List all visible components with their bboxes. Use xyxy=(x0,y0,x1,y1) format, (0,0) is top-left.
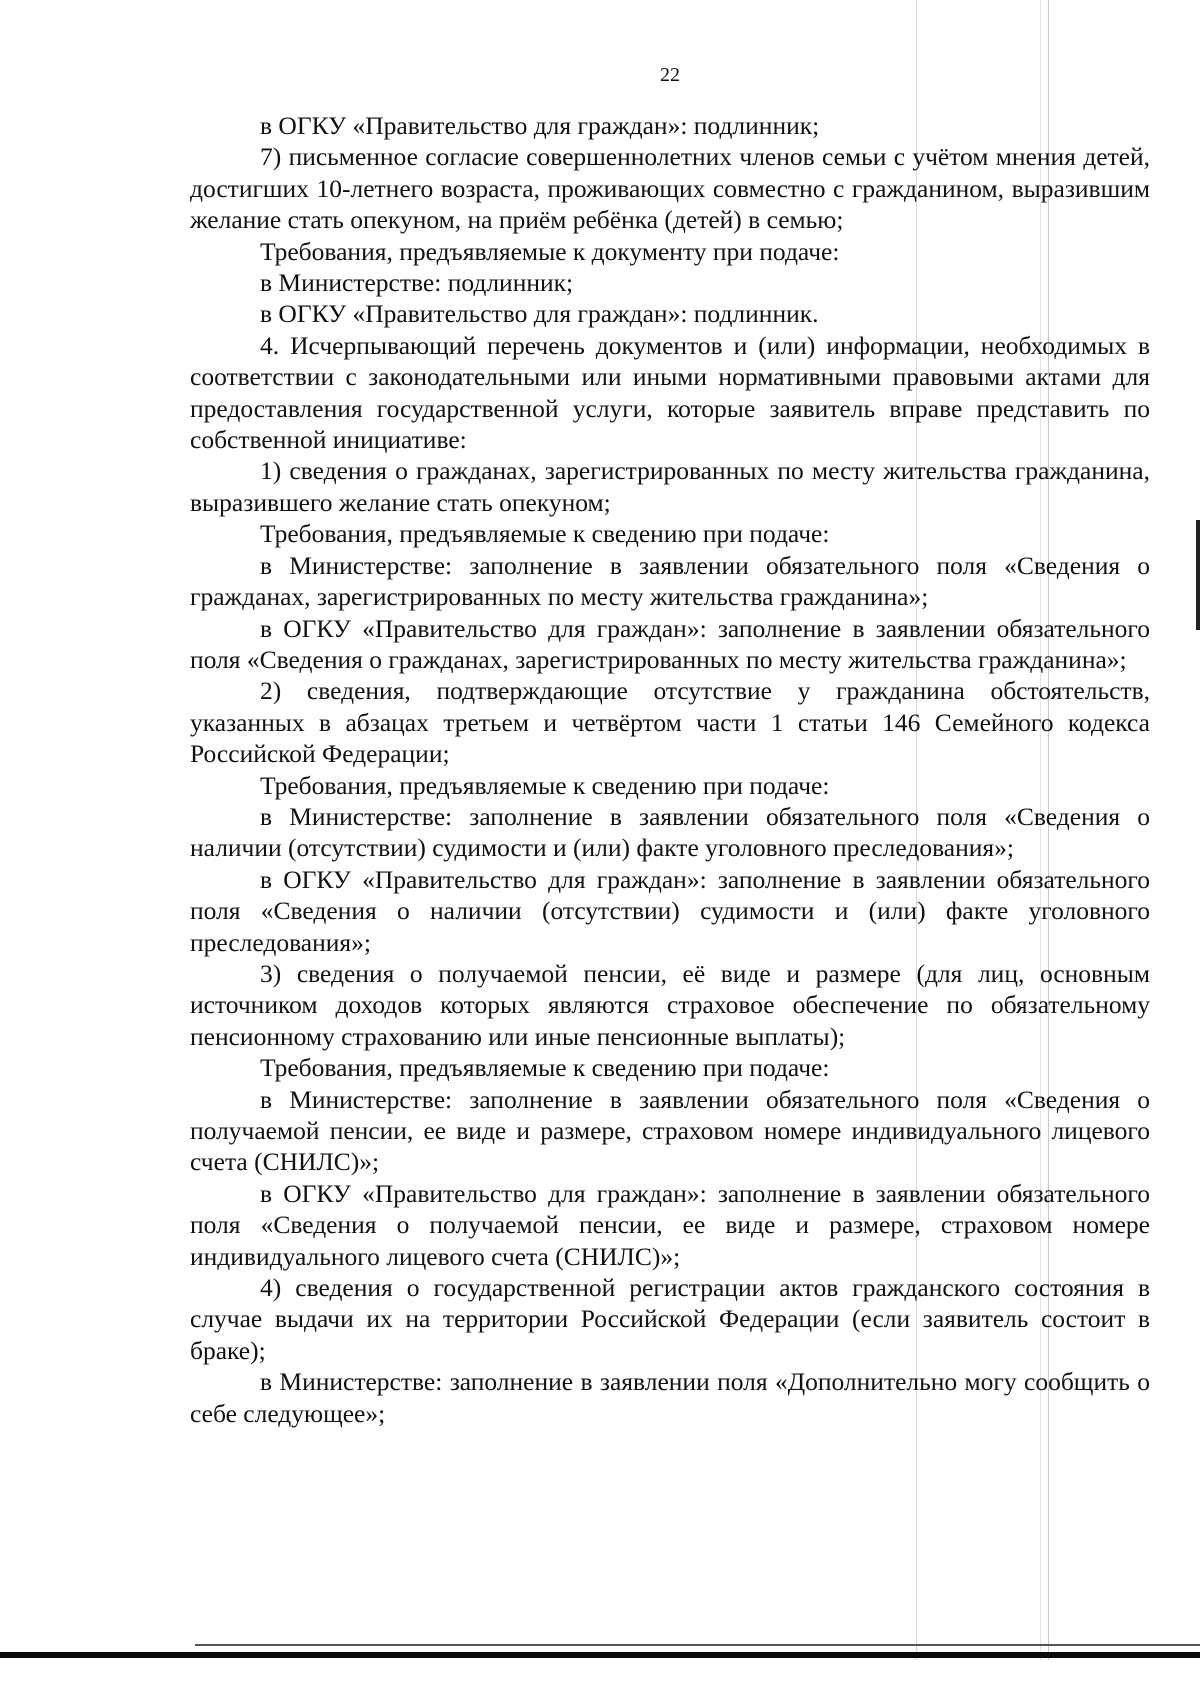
paragraph: 2) сведения, подтверждающие отсутствие у гражданина обстоятельств, указанных в абзацах третьем и четвёртом части 1 статьи 146 Семейного кодекса Российской Федерации; xyxy=(190,676,1150,769)
paragraph: Требования, предъявляемые к сведению при подаче: xyxy=(260,1053,830,1083)
paragraph: Требования, предъявляемые к документу при подаче: xyxy=(260,236,840,266)
paragraph: в ОГКУ «Правительство для граждан»: подлинник; xyxy=(260,111,820,140)
document-body xyxy=(190,110,1150,1429)
paragraph: Требования, предъявляемые к сведению при подаче: xyxy=(260,770,830,800)
paragraph: в ОГКУ «Правительство для граждан»: заполнение в заявлении обязательного поля «Сведения о получаемой пенсии, ее виде и размере, страховом номере индивидуального лицевого счета (СНИЛС)»; xyxy=(190,1178,1150,1271)
paragraph: 7) письменное согласие совершеннолетних членов семьи с учётом мнения детей, достигших 10-летнего возраста, проживающих совместно с гражданином, выразившим желание стать опекуном, на приём ребёнка (детей) в семью; xyxy=(190,142,1150,235)
paragraph: в Министерстве: заполнение в заявлении обязательного поля «Сведения о получаемой пенсии, ее виде и размере, страховом номере индивидуального лицевого счета (СНИЛС)»; xyxy=(190,1084,1150,1177)
paragraph: 3) сведения о получаемой пенсии, её виде и размере (для лиц, основным источником доходов которых являются страховое обеспечение по обязательному пенсионному страхованию или иные пенсионные выплаты); xyxy=(190,958,1150,1051)
scan-edge-mark xyxy=(1196,520,1200,630)
paragraph: в Министерстве: заполнение в заявлении обязательного поля «Сведения о наличии (отсутствии) судимости и (или) факте уголовного преследования»; xyxy=(190,801,1150,863)
paragraph: Требования, предъявляемые к сведению при подаче: xyxy=(260,519,830,549)
paragraph: в Министерстве: заполнение в заявлении обязательного поля «Сведения о гражданах, зарегистрированных по месту жительства гражданина»; xyxy=(190,550,1150,612)
paragraph: 4) сведения о государственной регистрации актов гражданского состояния в случае выдачи их на территории Российской Федерации (если заявитель состоит в браке); xyxy=(190,1273,1150,1365)
paragraph: 4. Исчерпывающий перечень документов и (или) информации, необходимых в соответствии с законодательными или иными нормативными правовыми актами для предоставления государственной услуги, которые заявитель вправе представить по собственной инициативе: xyxy=(190,330,1150,455)
paragraph: в ОГКУ «Правительство для граждан»: подлинник. xyxy=(260,299,819,329)
paragraph: в ОГКУ «Правительство для граждан»: заполнение в заявлении обязательного поля «Сведения о гражданах, зарегистрированных по месту жительства гражданина»; xyxy=(190,613,1150,674)
scan-bottom-edge xyxy=(0,1652,1200,1658)
paragraph: 1) сведения о гражданах, зарегистрированных по месту жительства гражданина, выразившего желание стать опекуном; xyxy=(190,456,1150,517)
paragraph: в Министерстве: подлинник; xyxy=(260,268,574,298)
page-number: 22 xyxy=(660,64,680,86)
paragraph: в Министерстве: заполнение в заявлении поля «Дополнительно могу сообщить о себе следующее»; xyxy=(190,1367,1150,1428)
scan-bottom-line xyxy=(195,1644,1200,1646)
paragraph: в ОГКУ «Правительство для граждан»: заполнение в заявлении обязательного поля «Сведения о наличии (отсутствии) судимости и (или) факте уголовного преследования»; xyxy=(190,864,1150,957)
